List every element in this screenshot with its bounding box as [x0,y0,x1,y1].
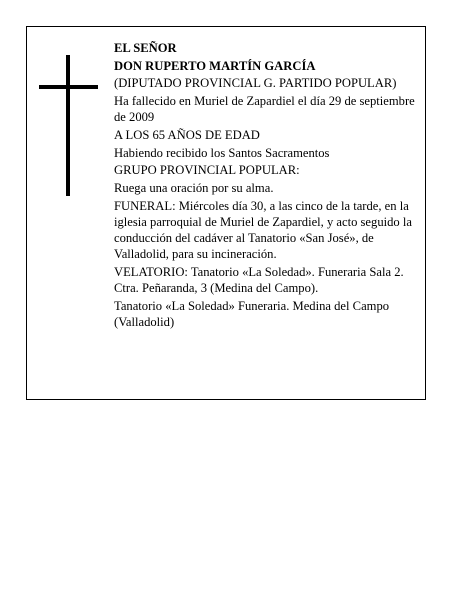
tanatorio-details: Tanatorio «La Soledad» Funeraria. Medina del Campo (Valladolid) [114,299,390,330]
cross-vertical-bar [66,55,70,196]
cross-horizontal-bar [39,85,98,89]
obituary-notice [26,26,426,400]
sacraments-statement: Habiendo recibido los Santos Sacramentos [114,145,330,160]
death-statement: Ha fallecido en Muriel de Zapardiel el día 29 de septiembre de 2009 [114,94,415,125]
deceased-name: DON RUPERTO MARTÍN GARCÍA [114,58,316,73]
funeral-details: FUNERAL: Miércoles día 30, a las cinco de la tarde, en la iglesia parroquial de Muriel de Zapardiel, y acto seguido la conducción del cadáver al Tanatorio «San José», de Valladolid, para su incineración. [114,198,412,262]
honorific-title: EL SEÑOR [114,41,177,55]
group-name: GRUPO PROVINCIAL POPULAR: [114,163,300,178]
prayer-request: Ruega una oración por su alma. [114,181,274,196]
age-statement: A LOS 65 AÑOS DE EDAD [114,128,260,143]
velatorio-details: VELATORIO: Tanatorio «La Soledad». Funeraria Sala 2. Ctra. Peñaranda, 3 (Medina del Campo). [114,265,404,296]
deceased-role: (DIPUTADO PROVINCIAL G. PARTIDO POPULAR) [114,76,397,91]
obituary-text [114,40,422,332]
